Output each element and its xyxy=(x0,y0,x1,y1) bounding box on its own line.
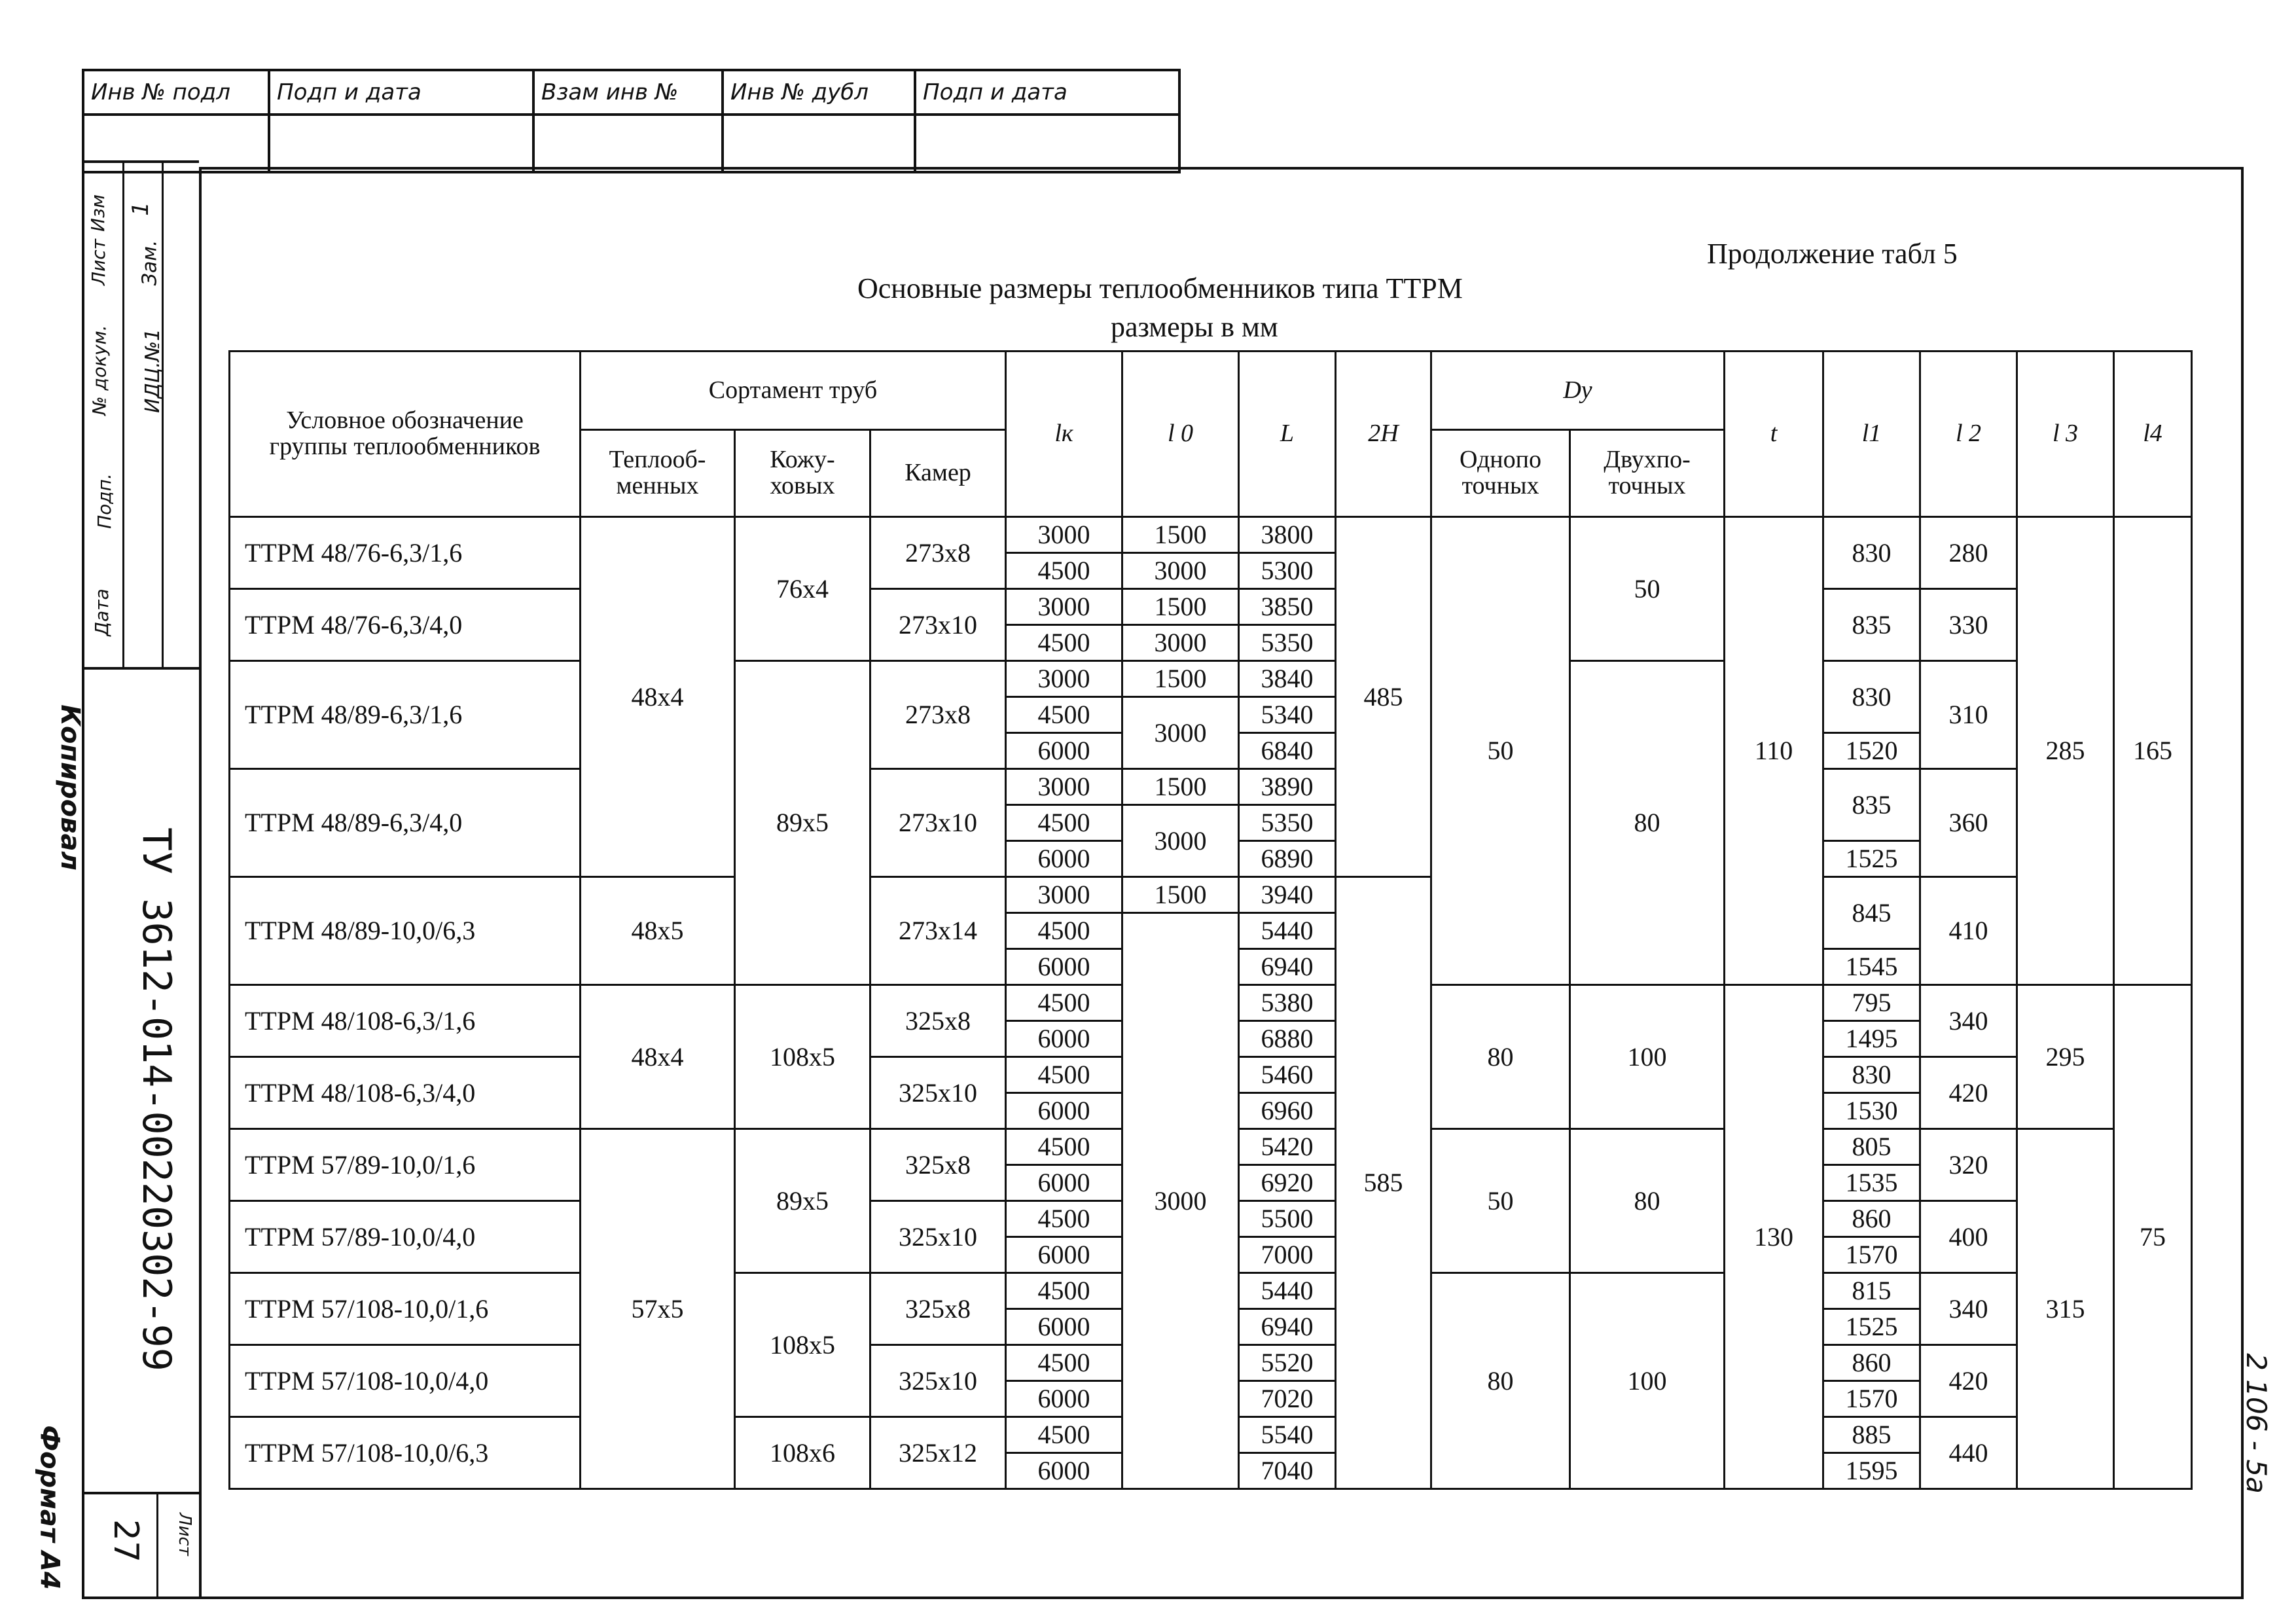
table-cell: 3000 xyxy=(1122,913,1239,1489)
table-cell: 320 xyxy=(1920,1129,2017,1201)
table-cell: 4500 xyxy=(1006,1201,1122,1237)
table-cell: 3840 xyxy=(1239,661,1336,697)
strip-label-list: Лист xyxy=(87,239,109,285)
table-cell: 48x4 xyxy=(581,985,735,1129)
table-cell: 108x6 xyxy=(735,1417,870,1489)
header-group: Условное обозначение группы теплообменников xyxy=(230,352,581,517)
table-cell: 805 xyxy=(1823,1129,1920,1165)
strip-label-doc: № докум. xyxy=(88,325,111,416)
table-cell: 315 xyxy=(2017,1129,2114,1489)
header-tubes: Сортамент труб xyxy=(581,352,1006,430)
table-cell: 75 xyxy=(2114,985,2192,1489)
table-cell: 295 xyxy=(2017,985,2114,1129)
group-designation-cell: ТТРМ 48/89-6,3/4,0 xyxy=(230,769,581,877)
table-row xyxy=(230,769,2192,805)
table-cell: 325x10 xyxy=(870,1057,1006,1129)
table-cell: 860 xyxy=(1823,1201,1920,1237)
table-cell: 273x14 xyxy=(870,877,1006,985)
table-cell: 3000 xyxy=(1006,661,1122,697)
table-cell: 6960 xyxy=(1239,1093,1336,1129)
table-cell: 1535 xyxy=(1823,1165,1920,1201)
group-designation-cell: ТТРМ 48/108-6,3/4,0 xyxy=(230,1057,581,1129)
table-cell: 3000 xyxy=(1122,805,1239,877)
table-cell: 4500 xyxy=(1006,913,1122,949)
table-cell: 1500 xyxy=(1122,877,1239,913)
header-l0: l 0 xyxy=(1122,352,1239,517)
table-cell: 5420 xyxy=(1239,1129,1336,1165)
table-cell: 330 xyxy=(1920,589,2017,661)
table-cell: 6000 xyxy=(1006,841,1122,877)
stamp-header: Подп и дата xyxy=(915,70,1179,115)
table-cell: 4500 xyxy=(1006,1129,1122,1165)
strip-label-date: Дата xyxy=(90,588,113,636)
group-designation-cell: ТТРМ 57/108-10,0/1,6 xyxy=(230,1273,581,1345)
table-cell: 835 xyxy=(1823,589,1920,661)
table-cell: 50 xyxy=(1431,1129,1570,1273)
table-cell: 5520 xyxy=(1239,1345,1336,1381)
table-cell: 273x8 xyxy=(870,661,1006,769)
table-cell: 4500 xyxy=(1006,553,1122,589)
table-cell: 3000 xyxy=(1006,769,1122,805)
stamp-header: Подп и дата xyxy=(269,70,533,115)
table-cell: 795 xyxy=(1823,985,1920,1021)
table-row xyxy=(230,877,2192,913)
table-cell: 6880 xyxy=(1239,1021,1336,1057)
table-cell: 165 xyxy=(2114,517,2192,985)
table-cell: 830 xyxy=(1823,517,1920,589)
table-cell: 6000 xyxy=(1006,1165,1122,1201)
table-cell: 325x12 xyxy=(870,1417,1006,1489)
group-designation-cell: ТТРМ 48/76-6,3/4,0 xyxy=(230,589,581,661)
header-t: t xyxy=(1725,352,1823,517)
table-cell: 6000 xyxy=(1006,949,1122,985)
table-cell: 4500 xyxy=(1006,625,1122,661)
table-cell: 280 xyxy=(1920,517,2017,589)
table-cell: 815 xyxy=(1823,1273,1920,1309)
table-cell: 1500 xyxy=(1122,517,1239,553)
table-cell: 440 xyxy=(1920,1417,2017,1489)
table-cell: 1570 xyxy=(1823,1381,1920,1417)
table-cell: 48x5 xyxy=(581,877,735,985)
table-cell: 885 xyxy=(1823,1417,1920,1453)
header-l4: l4 xyxy=(2114,352,2192,517)
stamp-header: Инв № подл xyxy=(83,70,269,115)
table-cell: 5300 xyxy=(1239,553,1336,589)
table-cell: 1525 xyxy=(1823,841,1920,877)
table-cell: 3890 xyxy=(1239,769,1336,805)
table-row xyxy=(230,661,2192,697)
table-cell: 310 xyxy=(1920,661,2017,769)
strip-col xyxy=(122,163,164,667)
right-margin-code: 2 106 - 5а xyxy=(2240,1353,2272,1494)
table-cell: 5350 xyxy=(1239,625,1336,661)
table-cell: 5500 xyxy=(1239,1201,1336,1237)
table-cell: 3000 xyxy=(1006,877,1122,913)
strip-entry: Зам. xyxy=(138,240,162,286)
format-label: Формат А4 xyxy=(34,1425,65,1590)
table-cell: 7020 xyxy=(1239,1381,1336,1417)
table-cell: 6920 xyxy=(1239,1165,1336,1201)
table-cell: 1530 xyxy=(1823,1093,1920,1129)
table-cell: 3000 xyxy=(1122,697,1239,769)
table-cell: 325x8 xyxy=(870,985,1006,1057)
table-cell: 6000 xyxy=(1006,1381,1122,1417)
stamp-table xyxy=(82,69,1181,173)
stamp-cell xyxy=(269,115,533,172)
header-chamber: Камер xyxy=(870,430,1006,517)
table-cell: 325x10 xyxy=(870,1201,1006,1273)
table-cell: 325x8 xyxy=(870,1129,1006,1201)
table-cell: 1570 xyxy=(1823,1237,1920,1273)
table-cell: 860 xyxy=(1823,1345,1920,1381)
table-cell: 5440 xyxy=(1239,913,1336,949)
table-cell: 48x4 xyxy=(581,517,735,877)
strip-entry: 1 xyxy=(127,202,154,216)
group-designation-cell: ТТРМ 48/89-10,0/6,3 xyxy=(230,877,581,985)
table-cell: 6000 xyxy=(1006,1237,1122,1273)
table-cell: 3000 xyxy=(1006,589,1122,625)
table-cell: 6000 xyxy=(1006,1093,1122,1129)
table-cell: 285 xyxy=(2017,517,2114,985)
table-cell: 6000 xyxy=(1006,1021,1122,1057)
table-cell: 3000 xyxy=(1122,553,1239,589)
table-cell: 1500 xyxy=(1122,661,1239,697)
table-cell: 89x5 xyxy=(735,1129,870,1273)
table-cell: 325x8 xyxy=(870,1273,1006,1345)
stamp-header: Инв № дубл xyxy=(723,70,915,115)
table-cell: 1595 xyxy=(1823,1453,1920,1489)
sheet-number: 27 xyxy=(106,1519,146,1563)
table-cell: 400 xyxy=(1920,1201,2017,1273)
table-cell: 325x10 xyxy=(870,1345,1006,1417)
table-cell: 80 xyxy=(1570,661,1725,985)
strip-label-sign: Подп. xyxy=(93,473,115,529)
table-cell: 585 xyxy=(1336,877,1431,1489)
table-cell: 57x5 xyxy=(581,1129,735,1489)
table-cell: 4500 xyxy=(1006,805,1122,841)
table-cell: 1500 xyxy=(1122,589,1239,625)
group-designation-cell: ТТРМ 57/108-10,0/6,3 xyxy=(230,1417,581,1489)
header-lk: lк xyxy=(1006,352,1122,517)
table-cell: 420 xyxy=(1920,1345,2017,1417)
table-cell: 6940 xyxy=(1239,949,1336,985)
table-cell: 360 xyxy=(1920,769,2017,877)
header-dy-single: Однопо точных xyxy=(1431,430,1570,517)
table-cell: 100 xyxy=(1570,985,1725,1129)
table-cell: 340 xyxy=(1920,985,2017,1057)
table-cell: 108x5 xyxy=(735,1273,870,1417)
table-cell: 6000 xyxy=(1006,1309,1122,1345)
table-cell: 5460 xyxy=(1239,1057,1336,1093)
document-code: ТУ 3612-014-00220302-99 xyxy=(134,827,179,1371)
table-cell: 273x10 xyxy=(870,589,1006,661)
table-cell: 3940 xyxy=(1239,877,1336,913)
group-designation-cell: ТТРМ 57/89-10,0/4,0 xyxy=(230,1201,581,1273)
table-body xyxy=(230,517,2192,1489)
table-cell: 110 xyxy=(1725,517,1823,985)
table-cell: 845 xyxy=(1823,877,1920,949)
group-designation-cell: ТТРМ 48/89-6,3/1,6 xyxy=(230,661,581,769)
table-cell: 6940 xyxy=(1239,1309,1336,1345)
stamp-header: Взам инв № xyxy=(533,70,723,115)
table-cell: 485 xyxy=(1336,517,1431,877)
table-cell: 3000 xyxy=(1122,625,1239,661)
table-cell: 5350 xyxy=(1239,805,1336,841)
table-cell: 50 xyxy=(1570,517,1725,661)
table-cell: 76x4 xyxy=(735,517,870,661)
table-cell: 1500 xyxy=(1122,769,1239,805)
table-cell: 108x5 xyxy=(735,985,870,1129)
table-cell: 4500 xyxy=(1006,1057,1122,1093)
table-row xyxy=(230,517,2192,553)
table-cell: 835 xyxy=(1823,769,1920,841)
left-title-strip xyxy=(82,160,199,1599)
table-cell: 1520 xyxy=(1823,733,1920,769)
table-cell: 410 xyxy=(1920,877,2017,985)
table-cell: 89x5 xyxy=(735,661,870,985)
table-cell: 5540 xyxy=(1239,1417,1336,1453)
copied-by-label: Копировал xyxy=(54,704,85,871)
table-cell: 4500 xyxy=(1006,697,1122,733)
table-cell: 6890 xyxy=(1239,841,1336,877)
table-cell: 830 xyxy=(1823,1057,1920,1093)
table-cell: 80 xyxy=(1570,1129,1725,1273)
header-dy: Dy xyxy=(1431,352,1725,430)
table-cell: 4500 xyxy=(1006,1273,1122,1309)
header-l2: l 2 xyxy=(1920,352,2017,517)
stamp-cell xyxy=(915,115,1179,172)
table-cell: 3800 xyxy=(1239,517,1336,553)
table-cell: 7000 xyxy=(1239,1237,1336,1273)
header-l1: l1 xyxy=(1823,352,1920,517)
continuation-label: Продолжение табл 5 xyxy=(1707,238,1958,270)
table-cell: 130 xyxy=(1725,985,1823,1489)
table-title: Основные размеры теплообменников типа ТТРМ xyxy=(857,272,1463,304)
table-cell: 1495 xyxy=(1823,1021,1920,1057)
table-cell: 1525 xyxy=(1823,1309,1920,1345)
header-dy-double: Двухпо-точных xyxy=(1570,430,1725,517)
table-cell: 1545 xyxy=(1823,949,1920,985)
table-cell: 3850 xyxy=(1239,589,1336,625)
group-designation-cell: ТТРМ 57/89-10,0/1,6 xyxy=(230,1129,581,1201)
header-L: L xyxy=(1239,352,1336,517)
table-cell: 5440 xyxy=(1239,1273,1336,1309)
header-heat-exchanging: Теплооб-менных xyxy=(581,430,735,517)
group-designation-cell: ТТРМ 48/108-6,3/1,6 xyxy=(230,985,581,1057)
table-cell: 6000 xyxy=(1006,1453,1122,1489)
table-cell: 830 xyxy=(1823,661,1920,733)
table-cell: 6000 xyxy=(1006,733,1122,769)
dimensions-table xyxy=(228,350,2193,1490)
strip-entry: ИДЦ.№1 xyxy=(141,329,164,413)
table-cell: 5340 xyxy=(1239,697,1336,733)
stamp-cell xyxy=(723,115,915,172)
stamp-cell xyxy=(533,115,723,172)
table-cell: 80 xyxy=(1431,1273,1570,1489)
table-row xyxy=(230,589,2192,625)
header-2H: 2H xyxy=(1336,352,1431,517)
header-l3: l 3 xyxy=(2017,352,2114,517)
table-cell: 80 xyxy=(1431,985,1570,1129)
header-shell: Кожу-ховых xyxy=(735,430,870,517)
sheet-label: Лист xyxy=(174,1513,194,1556)
group-designation-cell: ТТРМ 48/76-6,3/1,6 xyxy=(230,517,581,589)
group-designation-cell: ТТРМ 57/108-10,0/4,0 xyxy=(230,1345,581,1417)
table-cell: 7040 xyxy=(1239,1453,1336,1489)
table-cell: 4500 xyxy=(1006,985,1122,1021)
table-cell: 4500 xyxy=(1006,1417,1122,1453)
table-cell: 5380 xyxy=(1239,985,1336,1021)
table-cell: 100 xyxy=(1570,1273,1725,1489)
table-cell: 273x8 xyxy=(870,517,1006,589)
table-cell: 6840 xyxy=(1239,733,1336,769)
table-cell: 4500 xyxy=(1006,1345,1122,1381)
table-cell: 3000 xyxy=(1006,517,1122,553)
table-cell: 273x10 xyxy=(870,769,1006,877)
strip-label-izm: Изм xyxy=(86,194,109,232)
table-cell: 50 xyxy=(1431,517,1570,985)
table-cell: 340 xyxy=(1920,1273,2017,1345)
table-cell: 420 xyxy=(1920,1057,2017,1129)
table-subtitle: размеры в мм xyxy=(1111,311,1278,343)
